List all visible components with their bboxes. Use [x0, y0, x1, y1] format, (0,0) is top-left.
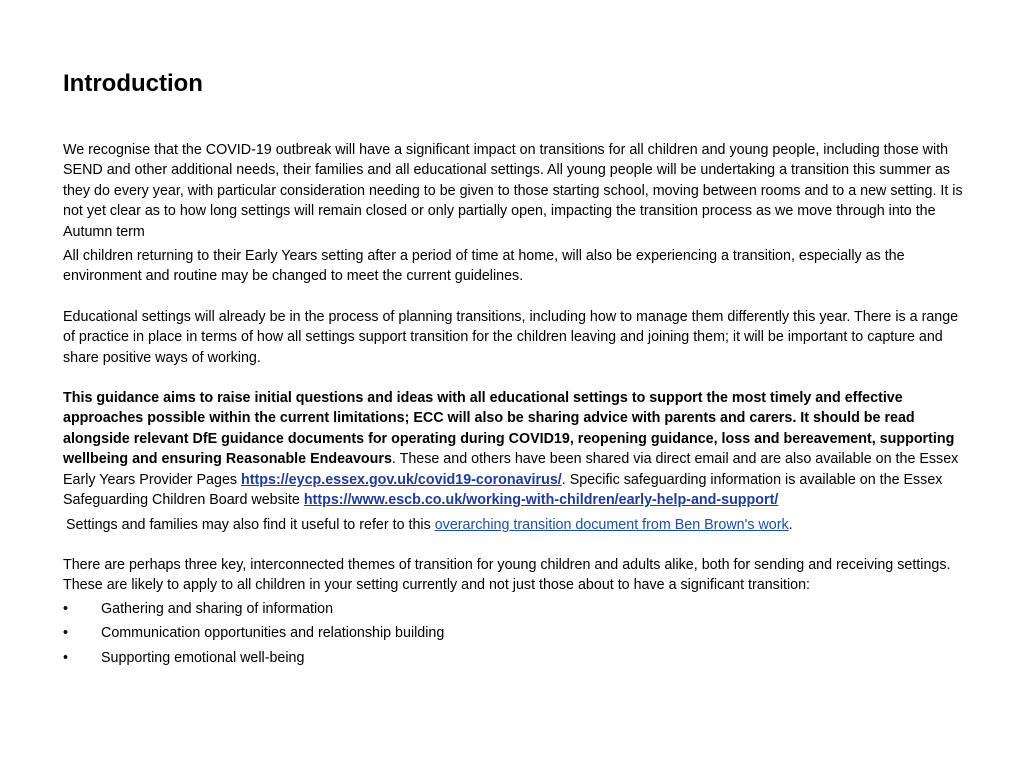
paragraph-returning: All children returning to their Early Years setting after a period of time at home, will also be experiencing a transition, especially as the environment and routine may be changed to meet the current guidelines. [63, 248, 905, 285]
list-item-text: Communication opportunities and relationship building [101, 625, 445, 642]
bullet-icon: • [63, 600, 69, 617]
list-item-text: Gathering and sharing of information [101, 600, 334, 617]
paragraph-planning: Educational settings will already be in the process of planning transitions, including how to manage them differently this year. There is a range of practice in place in terms of how all settings support transition for the children leaving and joining them; it will be important to capture and share positive ways of working. [63, 308, 959, 366]
eycp-link[interactable]: https://eycp.essex.gov.uk/covid19-coronavirus/ [241, 471, 562, 488]
paragraph-impact: We recognise that the COVID-19 outbreak will have a significant impact on transitions for all children and young people, including those with SEND and other additional needs, their families and all educational settings. All young people will be undertaking a transition this summer as they do every year, with particular consideration needing to be given to those starting school, moving between rooms and to a new setting. It is not yet clear as to how long settings will remain closed or only partially open, impacting the transition process as we move through into the Autumn term [63, 142, 963, 240]
document-body [63, 140, 968, 672]
list-item [63, 648, 968, 668]
escb-link[interactable]: https://www.escb.co.uk/working-with-children/early-help-and-support/ [303, 492, 779, 509]
guidance-text-2: . Specific safeguarding information is available on the Essex Safeguarding Children Board website [63, 471, 943, 509]
list-item-text: Supporting emotional well-being [101, 649, 305, 666]
ben-brown-text: Settings and families may also find it useful to refer to this [66, 516, 435, 533]
bullet-icon: • [63, 625, 69, 642]
bullet-icon: • [63, 649, 69, 666]
list-item [63, 623, 968, 643]
paragraph-themes-intro: There are perhaps three key, interconnected themes of transition for young children and adults alike, both for sending and receiving settings. These are likely to apply to all children in your setting currently and not just those about to have a significant transition: [63, 556, 951, 594]
ben-brown-link[interactable]: overarching transition document from Ben Brown's work [434, 516, 789, 533]
guidance-bold-text: This guidance aims to raise initial questions and ideas with all educational settings to support the most timely and effective approaches possible within the current limitations; ECC will also be sharing advice with parents and carers. It should be read alongside relevant DfE guidance documents for operating during COVID19, reopening guidance, loss and bereavement, supporting wellbeing and ensuring Reasonable Endeavours [63, 390, 955, 468]
list-item [63, 599, 968, 619]
ben-brown-end: . [788, 516, 793, 533]
paragraph-guidance [63, 388, 968, 510]
guidance-text-1: . These and others have been shared via direct email and are also available on the Essex Early Years Provider Pages [63, 451, 959, 488]
page-title: Introduction [63, 70, 203, 97]
paragraph-ben-brown [63, 515, 968, 535]
themes-list [63, 599, 968, 668]
